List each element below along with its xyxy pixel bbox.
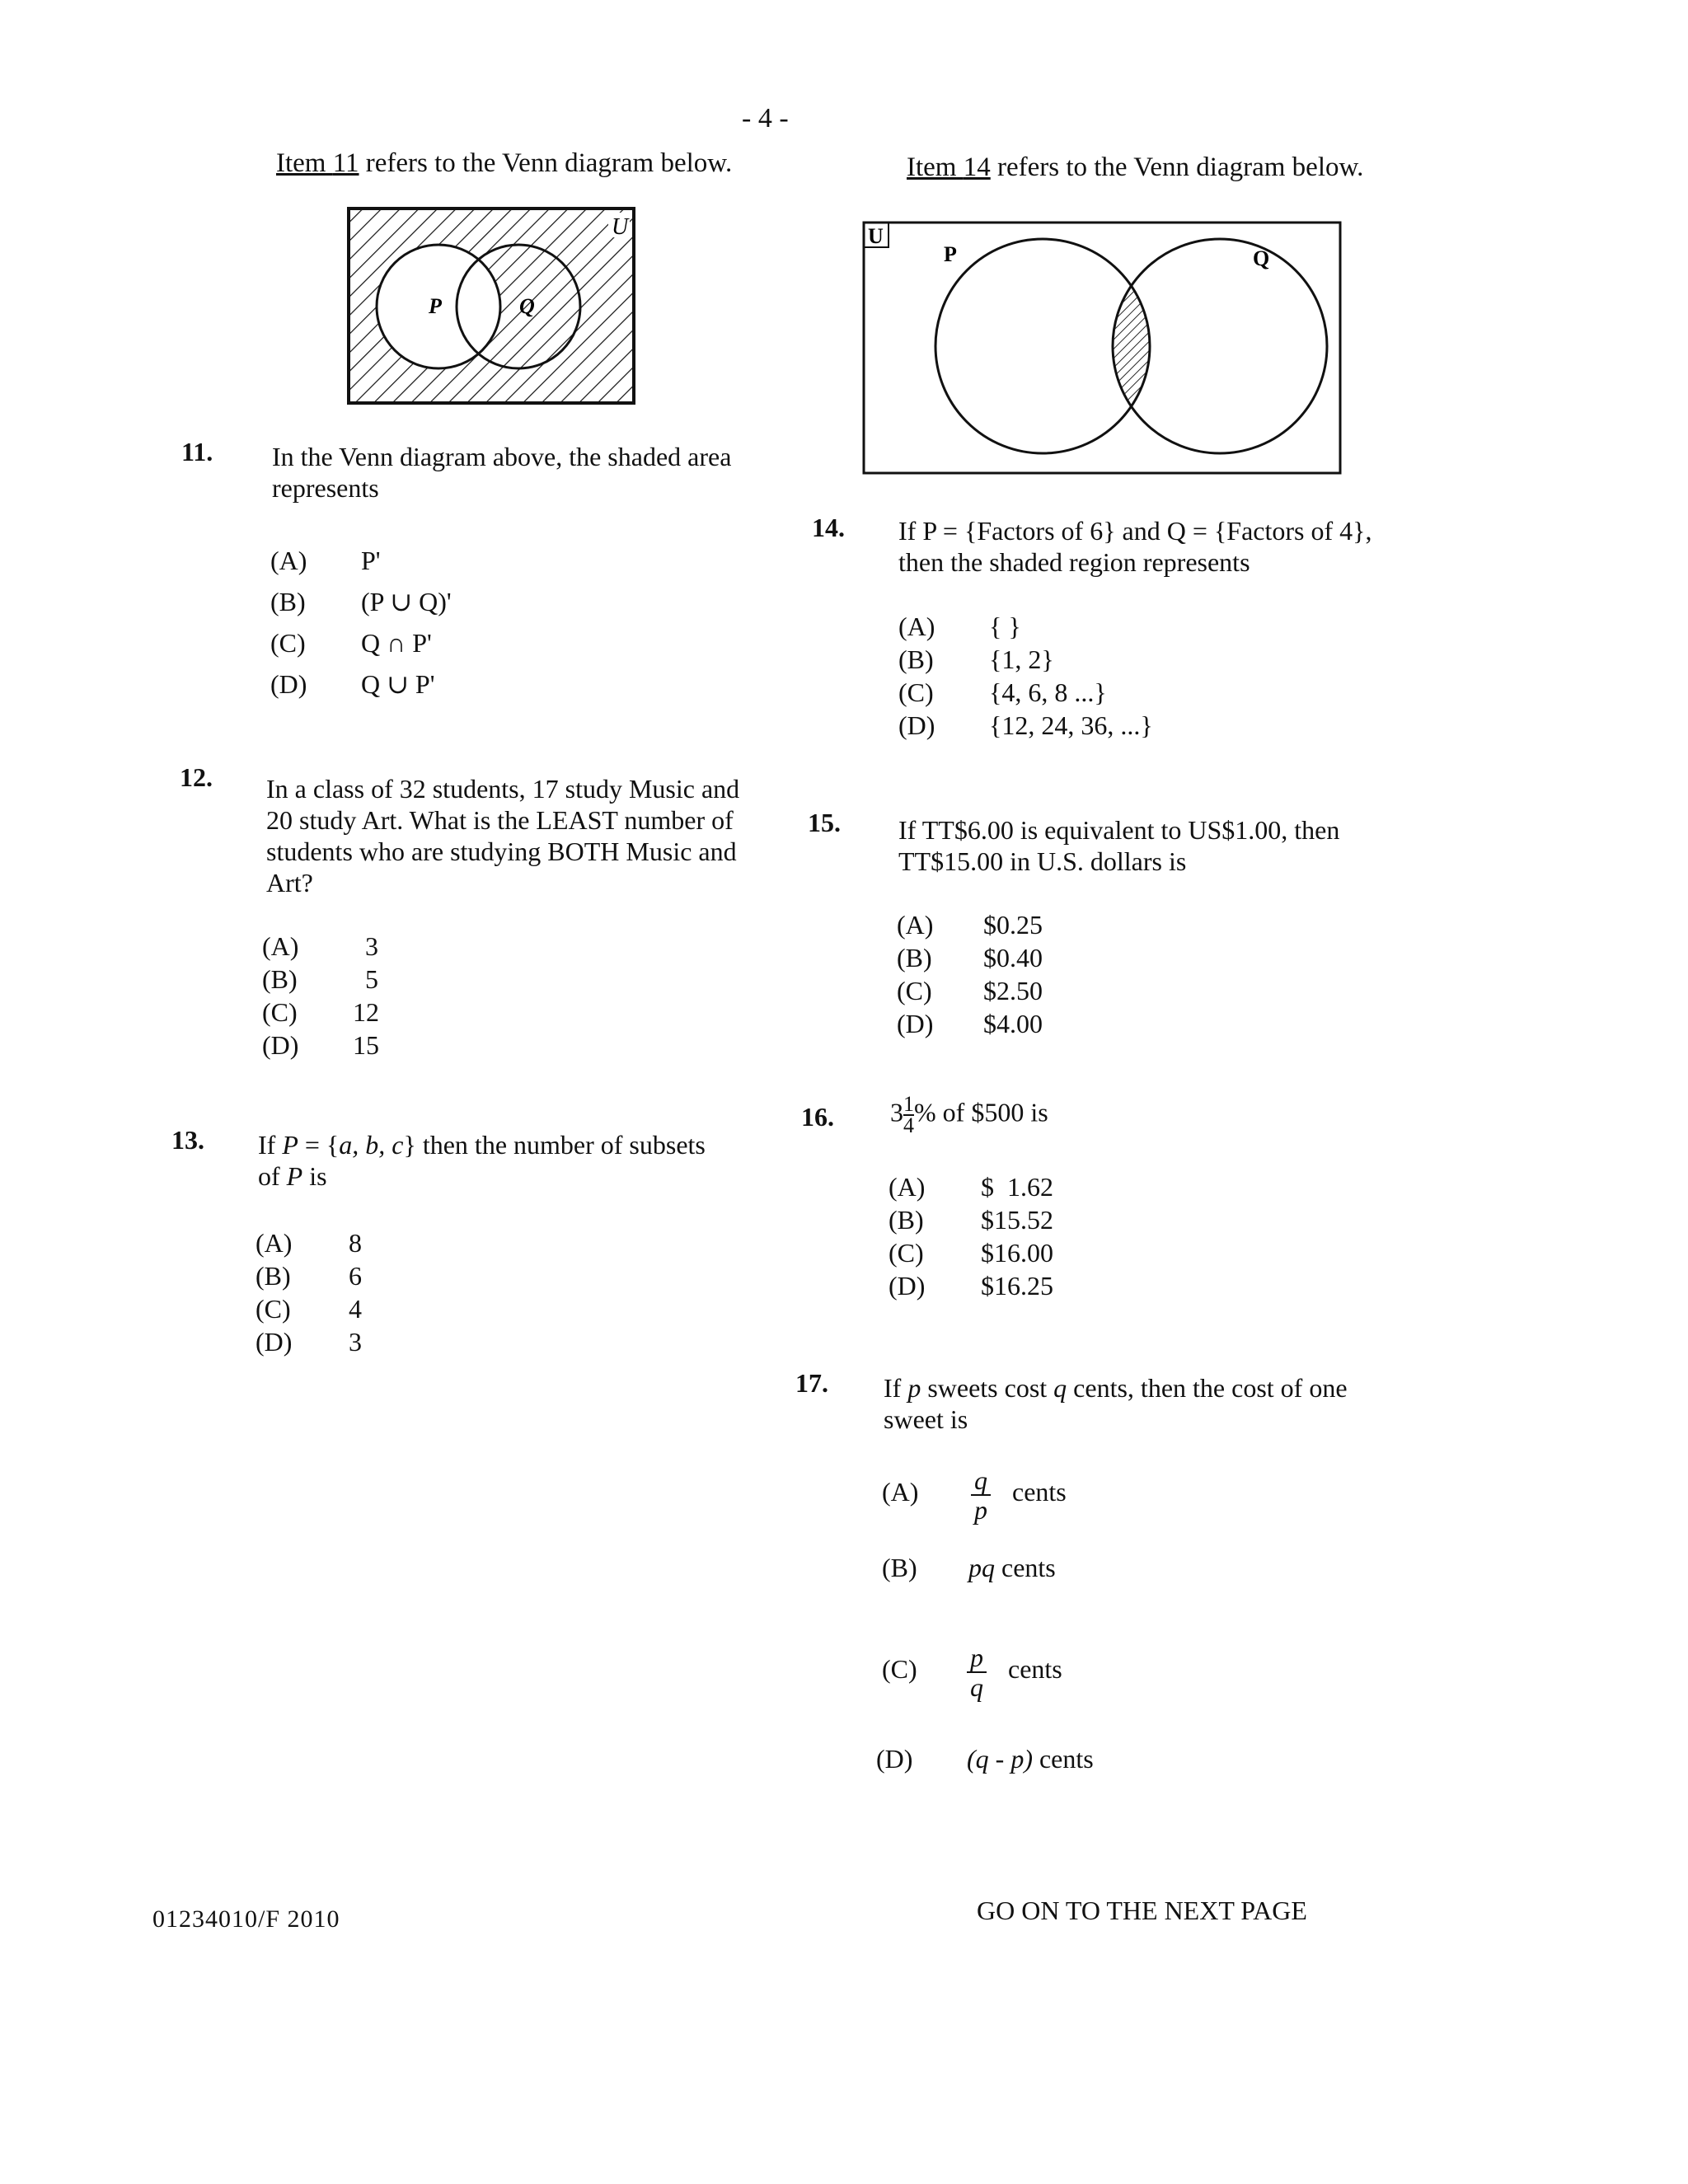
option-label: (B)	[262, 964, 298, 994]
fraction-denominator: p	[974, 1494, 987, 1525]
q13-stem-line2	[258, 1160, 706, 1192]
q16-option-a[interactable]	[889, 1170, 1053, 1203]
fraction-numerator: q	[971, 1466, 991, 1496]
option-label: (B)	[256, 1261, 291, 1291]
stem-var: P	[282, 1130, 298, 1160]
option-label: (C)	[262, 997, 298, 1027]
ref-word: Item	[907, 152, 957, 182]
q11-option-d[interactable]	[270, 663, 452, 705]
q14-stem-line: then the shaded region represents	[898, 547, 1250, 577]
stem-var: P	[286, 1161, 303, 1191]
option-label: (A)	[898, 612, 935, 641]
item-11-reference	[276, 148, 732, 179]
option-text: $16.25	[981, 1271, 1053, 1301]
option-unit: cents	[1008, 1654, 1062, 1684]
option-label: (C)	[889, 1238, 924, 1268]
q12-stem-line: In a class of 32 students, 17 study Music and	[266, 774, 740, 804]
option-text: $ 1.62	[981, 1172, 1053, 1202]
q12-stem-line: 20 study Art. What is the LEAST number of	[266, 805, 734, 835]
stem-text: If	[884, 1373, 908, 1403]
option-unit: cents	[1001, 1553, 1056, 1582]
venn-diagram-14	[861, 218, 1348, 478]
option-label: (A)	[882, 1477, 919, 1507]
venn14-label-p: P	[944, 242, 957, 266]
item-14-ref-prefix	[907, 152, 991, 182]
option-label: (B)	[270, 587, 306, 616]
fraction-numerator: 1	[903, 1092, 914, 1116]
q17-option-a[interactable]	[882, 1459, 1067, 1525]
item-14-reference	[907, 152, 1363, 183]
q11-number: 11.	[181, 437, 213, 466]
q15-options	[897, 908, 1043, 1040]
option-text: 6	[349, 1261, 362, 1291]
option-label: (B)	[897, 943, 932, 972]
q13-stem	[258, 1129, 706, 1192]
q17-c-fraction	[967, 1643, 987, 1701]
q15-stem-line: TT$15.00 in U.S. dollars is	[898, 846, 1187, 876]
option-text: {1, 2}	[989, 644, 1054, 674]
option-label: (A)	[270, 546, 307, 575]
option-label: (A)	[262, 931, 299, 961]
option-text: $2.50	[983, 976, 1043, 1005]
q14-option-a[interactable]	[898, 610, 1153, 643]
q15-number: 15.	[808, 808, 841, 837]
q16-option-c[interactable]	[889, 1236, 1053, 1269]
option-unit: cents	[1039, 1744, 1094, 1774]
q17-option-b[interactable]	[882, 1551, 1056, 1584]
q12-number: 12.	[180, 762, 213, 792]
q14-option-b[interactable]	[898, 643, 1153, 676]
ref-suffix: refers to the Venn diagram below.	[996, 152, 1364, 182]
option-text: $0.25	[983, 910, 1043, 940]
stem-var: p	[907, 1373, 921, 1403]
q11-option-c[interactable]	[270, 622, 452, 663]
option-unit: cents	[1012, 1477, 1067, 1507]
stem-text: is	[302, 1161, 327, 1191]
q14-stem	[898, 515, 1372, 578]
page-number: - 4 -	[742, 103, 789, 134]
q14-stem-line: If P = {Factors of 6} and Q = {Factors of 4},	[898, 516, 1372, 546]
stem-text: = {	[298, 1130, 340, 1160]
option-text: P'	[361, 546, 381, 575]
q12-stem	[266, 773, 739, 898]
option-text: 8	[349, 1228, 362, 1258]
q17-option-d[interactable]	[876, 1742, 1094, 1775]
q16-option-d[interactable]	[889, 1269, 1053, 1302]
q11-options	[270, 540, 452, 705]
ref-suffix: refers to the Venn diagram below.	[365, 148, 733, 178]
q12-options	[262, 930, 379, 1062]
footer-code: 01234010/F 2010	[152, 1905, 340, 1933]
option-label: (B)	[889, 1205, 924, 1235]
q13-stem-line1	[258, 1129, 706, 1160]
venn11-label-p: P	[429, 294, 442, 318]
q12-option-a[interactable]	[262, 930, 379, 963]
stem-text: sweets cost	[921, 1373, 1054, 1403]
option-text: $16.00	[981, 1238, 1053, 1268]
q11-stem-line: represents	[272, 473, 379, 503]
q16-number: 16.	[801, 1102, 834, 1132]
option-label: (C)	[270, 628, 306, 658]
item-11-ref-prefix	[276, 148, 359, 178]
option-label: (D)	[270, 669, 307, 699]
option-label: (A)	[897, 910, 934, 940]
ref-word: Item	[276, 148, 326, 178]
q15-option-b[interactable]	[897, 941, 1043, 974]
venn11-label-u: U	[612, 214, 629, 240]
option-label: (C)	[256, 1294, 291, 1324]
q12-stem-line: students who are studying BOTH Music and	[266, 837, 737, 866]
q16-stem	[890, 1094, 1048, 1136]
option-label: (C)	[882, 1654, 917, 1684]
option-label: (A)	[256, 1228, 293, 1258]
q13-option-d[interactable]	[256, 1325, 362, 1358]
fraction-numerator: p	[967, 1643, 987, 1673]
option-label: (B)	[898, 644, 934, 674]
option-text: 12	[353, 997, 379, 1027]
q14-options	[898, 610, 1153, 742]
q12-stem-line: Art?	[266, 868, 313, 898]
q17-option-c[interactable]	[882, 1636, 1062, 1702]
option-text: $0.40	[983, 943, 1043, 972]
q17-a-fraction	[971, 1466, 991, 1524]
option-text: $15.52	[981, 1205, 1053, 1235]
q11-stem-line: In the Venn diagram above, the shaded area	[272, 442, 732, 471]
fraction-denominator: 4	[903, 1113, 914, 1137]
option-label: (D)	[262, 1030, 299, 1060]
stem-text: cents, then the cost of one	[1067, 1373, 1348, 1403]
option-text: 5	[365, 964, 378, 994]
stem-set: a, b, c	[339, 1130, 404, 1160]
ref-number: 11	[332, 148, 359, 178]
venn14-label-u: U	[868, 224, 884, 248]
q11-option-a[interactable]	[270, 540, 452, 581]
q17-stem-line1	[884, 1372, 1348, 1404]
option-label: (D)	[876, 1744, 913, 1774]
q16-stem-rest: % of $500 is	[914, 1097, 1048, 1127]
q13-options	[256, 1226, 362, 1358]
q16-options	[889, 1170, 1053, 1302]
q13-option-b[interactable]	[256, 1259, 362, 1292]
stem-text: } then the number of subsets	[403, 1130, 706, 1160]
option-text: { }	[989, 612, 1021, 641]
venn11-label-q: Q	[519, 294, 535, 318]
q16-whole: 3	[890, 1097, 903, 1127]
option-expr: pq	[968, 1553, 995, 1582]
q17-stem	[884, 1372, 1348, 1435]
q14-option-c[interactable]	[898, 676, 1153, 709]
q17-stem-line2: sweet is	[884, 1404, 968, 1434]
q13-number: 13.	[171, 1125, 204, 1155]
q15-option-a[interactable]	[897, 908, 1043, 941]
option-label: (B)	[882, 1553, 917, 1582]
stem-var: q	[1053, 1373, 1067, 1403]
option-text: {4, 6, 8 ...}	[989, 677, 1107, 707]
option-text: Q ∪ P'	[361, 669, 435, 699]
option-label: (D)	[898, 710, 935, 740]
venn14-label-q: Q	[1253, 246, 1270, 270]
option-text: (P ∪ Q)'	[361, 587, 452, 616]
venn-diagram-11	[346, 206, 639, 408]
option-label: (A)	[889, 1172, 926, 1202]
fraction-denominator: q	[970, 1671, 983, 1702]
option-expr: (q - p)	[967, 1744, 1033, 1774]
q15-stem	[898, 814, 1339, 877]
option-text: Q ∩ P'	[361, 628, 432, 658]
option-label: (D)	[256, 1327, 293, 1357]
q11-option-b[interactable]	[270, 581, 452, 622]
option-label: (C)	[897, 976, 932, 1005]
stem-text: of	[258, 1161, 287, 1191]
option-text: 3	[365, 931, 378, 961]
q13-option-c[interactable]	[256, 1292, 362, 1325]
option-text: $4.00	[983, 1009, 1043, 1038]
q16-fraction	[903, 1094, 914, 1136]
option-text: {12, 24, 36, ...}	[989, 710, 1153, 740]
q17-number: 17.	[795, 1368, 828, 1398]
ref-number: 14	[963, 152, 991, 182]
option-label: (D)	[897, 1009, 934, 1038]
q11-stem	[272, 441, 731, 504]
q12-option-d[interactable]	[262, 1029, 379, 1062]
q16-option-b[interactable]	[889, 1203, 1053, 1236]
q15-option-d[interactable]	[897, 1007, 1043, 1040]
q14-number: 14.	[812, 513, 845, 542]
q14-option-d[interactable]	[898, 709, 1153, 742]
q12-option-b[interactable]	[262, 963, 379, 996]
q13-option-a[interactable]	[256, 1226, 362, 1259]
option-text: 3	[349, 1327, 362, 1357]
option-text: 4	[349, 1294, 362, 1324]
q12-option-c[interactable]	[262, 996, 379, 1029]
option-label: (C)	[898, 677, 934, 707]
stem-text: If	[258, 1130, 276, 1160]
footer-next-page: GO ON TO THE NEXT PAGE	[977, 1896, 1307, 1925]
q15-option-c[interactable]	[897, 974, 1043, 1007]
option-text: 15	[353, 1030, 379, 1060]
q15-stem-line: If TT$6.00 is equivalent to US$1.00, then	[898, 815, 1340, 845]
option-label: (D)	[889, 1271, 926, 1301]
